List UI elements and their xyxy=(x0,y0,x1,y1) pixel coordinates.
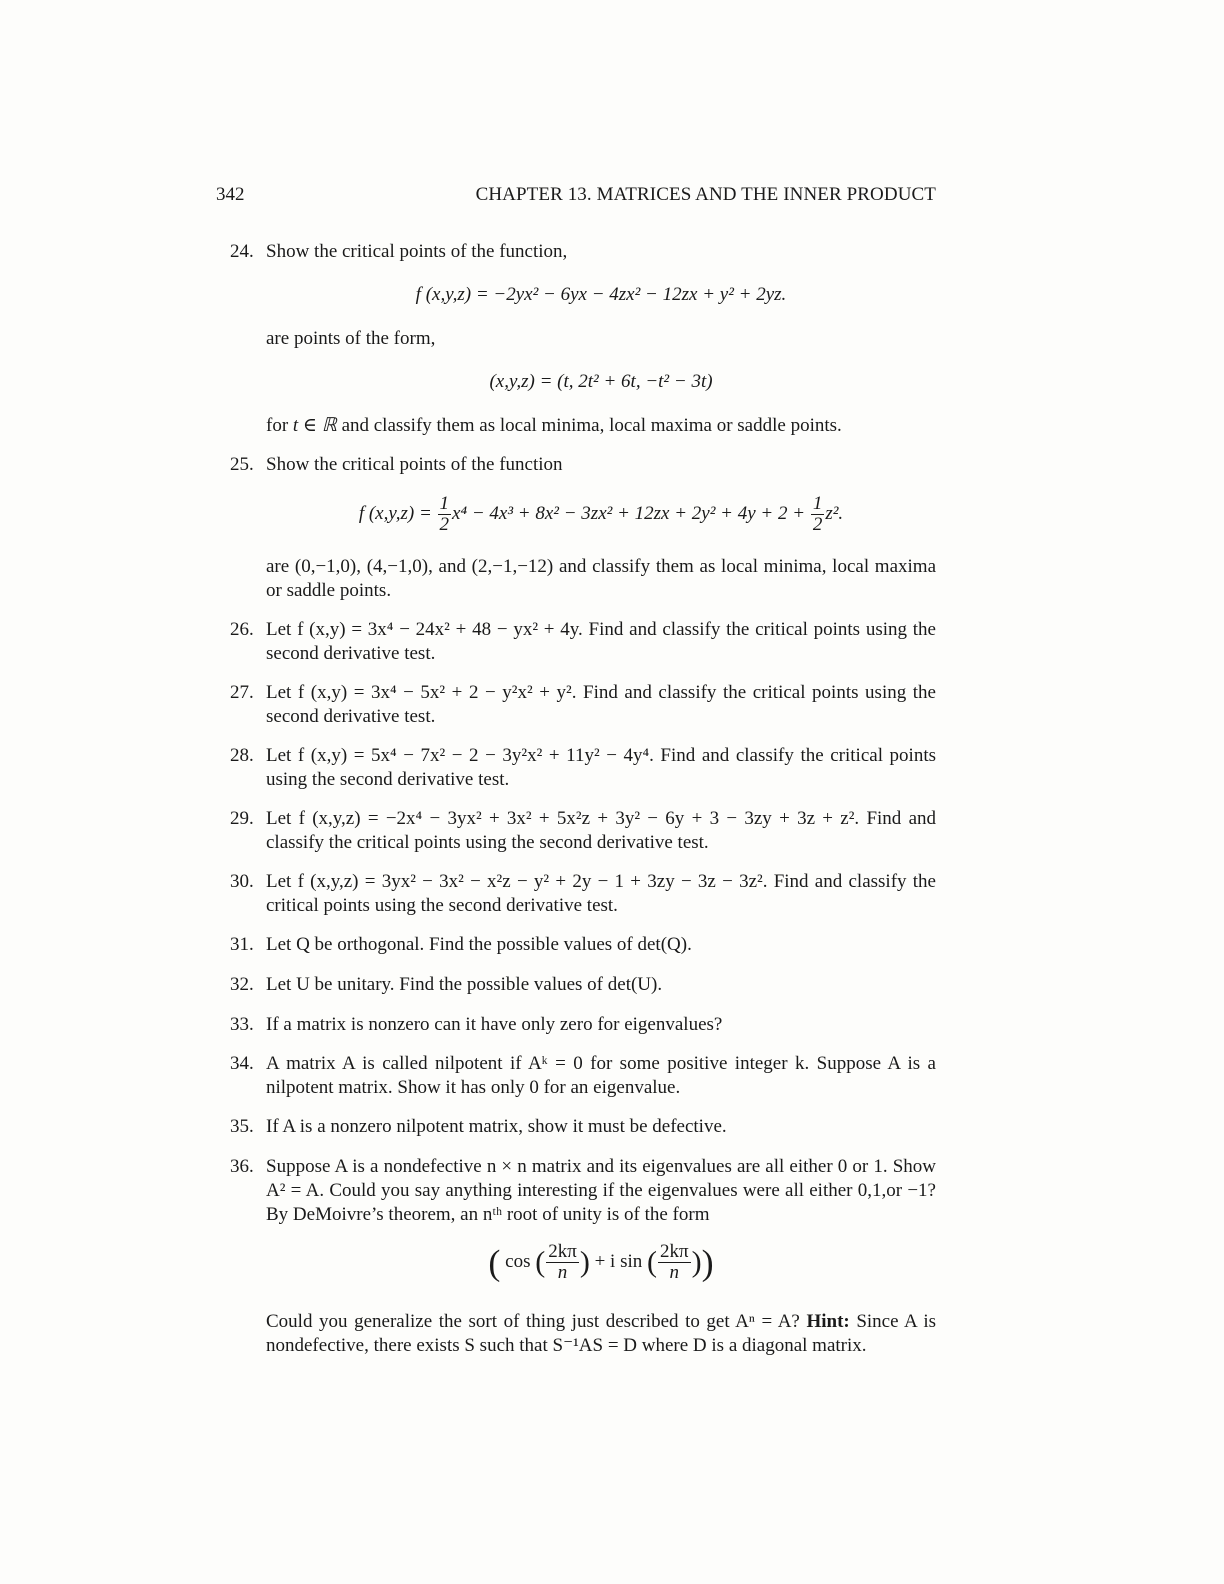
paren-open: ( xyxy=(535,1245,546,1279)
frac-den: 2 xyxy=(812,514,823,535)
page-number: 342 xyxy=(216,184,245,205)
text: Could you generalize the sort of thing just described to get Aⁿ = A? xyxy=(266,1311,807,1332)
problem-34 xyxy=(230,1052,936,1100)
problem-text: Show the critical points of the function, xyxy=(266,241,568,262)
problem-33 xyxy=(230,1013,936,1037)
text: for xyxy=(266,415,293,436)
problem-number: 30. xyxy=(230,871,254,892)
problem-text: Show the critical points of the function xyxy=(266,454,563,475)
fraction xyxy=(811,494,825,535)
running-header xyxy=(216,184,936,210)
math-var: t ∈ ℝ xyxy=(292,415,337,436)
problem-36-closing xyxy=(230,1310,936,1358)
text: and classify them as local minima, local maxima or saddle points. xyxy=(336,415,842,436)
text: Since A is nondefective, there exists S such that S⁻¹AS = D where D is a diagonal matrix. xyxy=(266,1311,936,1356)
problem-28 xyxy=(230,744,936,792)
problem-number: 27. xyxy=(230,682,254,703)
problem-30 xyxy=(230,870,936,918)
problem-text: Let f (x,y,z) = 3yx² − 3x² − x²z − y² + 2y − 1 + 3zy − 3z − 3z². Find and classify the critical points using the second derivative test. xyxy=(266,871,936,916)
frac-num: 1 xyxy=(812,493,823,514)
hint-label: Hint: xyxy=(806,1311,850,1332)
frac-num: 2kπ xyxy=(660,1241,689,1262)
problem-31 xyxy=(230,933,936,957)
paren-open: ( xyxy=(647,1245,657,1279)
problem-text: If A is a nonzero nilpotent matrix, show it must be defective. xyxy=(266,1116,727,1137)
eq-lhs: f (x,y,z) = xyxy=(358,502,437,524)
problem-35 xyxy=(230,1115,936,1139)
equation-24a: f (x,y,z) = −2yx² − 6yx − 4zx² − 12zx + y² + 2yz. xyxy=(415,284,787,305)
problem-number: 24. xyxy=(230,241,254,262)
problem-number: 33. xyxy=(230,1014,254,1035)
paren-close: ) xyxy=(701,1242,714,1283)
fraction xyxy=(546,1242,579,1283)
problem-text: Let f (x,y) = 3x⁴ − 5x² + 2 − y²x² + y². Find and classify the critical points using the second derivative test. xyxy=(266,682,936,727)
problem-36 xyxy=(230,1155,936,1227)
equation-24b: (x,y,z) = (t, 2t² + 6t, −t² − 3t) xyxy=(489,371,713,392)
eq-end: z². xyxy=(825,502,844,524)
eq-mid: x⁴ − 4x³ + 8x² − 3zx² + 12zx + 2y² + 4y + 2 + xyxy=(452,502,810,524)
paren-close: ) xyxy=(691,1245,702,1279)
paren-open: ( xyxy=(488,1242,501,1283)
problem-text: Suppose A is a nondefective n × n matrix and its eigenvalues are all either 0 or 1. Show A² = A. Could you say anything interesting if the eigenvalues were all either 0,1,or −1? By DeMoivre’s theorem, an nᵗʰ root of unity is of the form xyxy=(266,1156,936,1225)
problem-24-closing xyxy=(230,414,936,438)
equation-36 xyxy=(266,1242,936,1283)
problem-32 xyxy=(230,973,936,997)
problem-number: 31. xyxy=(230,934,254,955)
frac-num: 1 xyxy=(439,493,450,514)
frac-den: n xyxy=(669,1262,680,1283)
problem-text: are points of the form, xyxy=(266,328,436,349)
problem-text: Let f (x,y) = 3x⁴ − 24x² + 48 − yx² + 4y. Find and classify the critical points using the second derivative test. xyxy=(266,619,936,664)
fraction xyxy=(438,494,452,535)
problem-text: If a matrix is nonzero can it have only zero for eigenvalues? xyxy=(266,1014,723,1035)
cos-label: cos xyxy=(505,1250,531,1272)
problem-number: 26. xyxy=(230,619,254,640)
problem-26 xyxy=(230,618,936,666)
problem-24-middle xyxy=(230,327,936,351)
problem-text: Let f (x,y,z) = −2x⁴ − 3yx² + 3x² + 5x²z + 3y² − 6y + 3 − 3zy + 3z + z². Find and classify the critical points using the second derivative test. xyxy=(266,808,936,853)
problem-number: 35. xyxy=(230,1116,254,1137)
problem-text: A matrix A is called nilpotent if Aᵏ = 0 for some positive integer k. Suppose A is a nilpotent matrix. Show it has only 0 for an eigenvalue. xyxy=(266,1053,936,1098)
chapter-title: CHAPTER 13. MATRICES AND THE INNER PRODUCT xyxy=(475,184,936,205)
fraction xyxy=(658,1242,691,1283)
problem-29 xyxy=(230,807,936,855)
problem-number: 25. xyxy=(230,454,254,475)
frac-den: n xyxy=(557,1262,568,1283)
problem-number: 28. xyxy=(230,745,254,766)
problem-text: are (0,−1,0), (4,−1,0), and (2,−1,−12) and classify them as local minima, local maxima or saddle points. xyxy=(266,556,936,601)
problem-24 xyxy=(230,240,936,264)
frac-den: 2 xyxy=(439,514,450,535)
equation-25 xyxy=(266,494,936,535)
problem-number: 36. xyxy=(230,1156,254,1177)
problem-number: 29. xyxy=(230,808,254,829)
problem-25 xyxy=(230,453,936,477)
problem-number: 34. xyxy=(230,1053,254,1074)
problem-27 xyxy=(230,681,936,729)
frac-num: 2kπ xyxy=(548,1241,577,1262)
paren-close: ) xyxy=(579,1245,590,1279)
isin-label: + i sin xyxy=(594,1250,643,1272)
problem-text: Let U be unitary. Find the possible values of det(U). xyxy=(266,974,663,995)
problem-number: 32. xyxy=(230,974,254,995)
problem-text: Let Q be orthogonal. Find the possible values of det(Q). xyxy=(266,934,692,955)
problem-25-closing xyxy=(230,555,936,603)
problem-text: Let f (x,y) = 5x⁴ − 7x² − 2 − 3y²x² + 11y² − 4y⁴. Find and classify the critical points using the second derivative test. xyxy=(266,745,936,790)
